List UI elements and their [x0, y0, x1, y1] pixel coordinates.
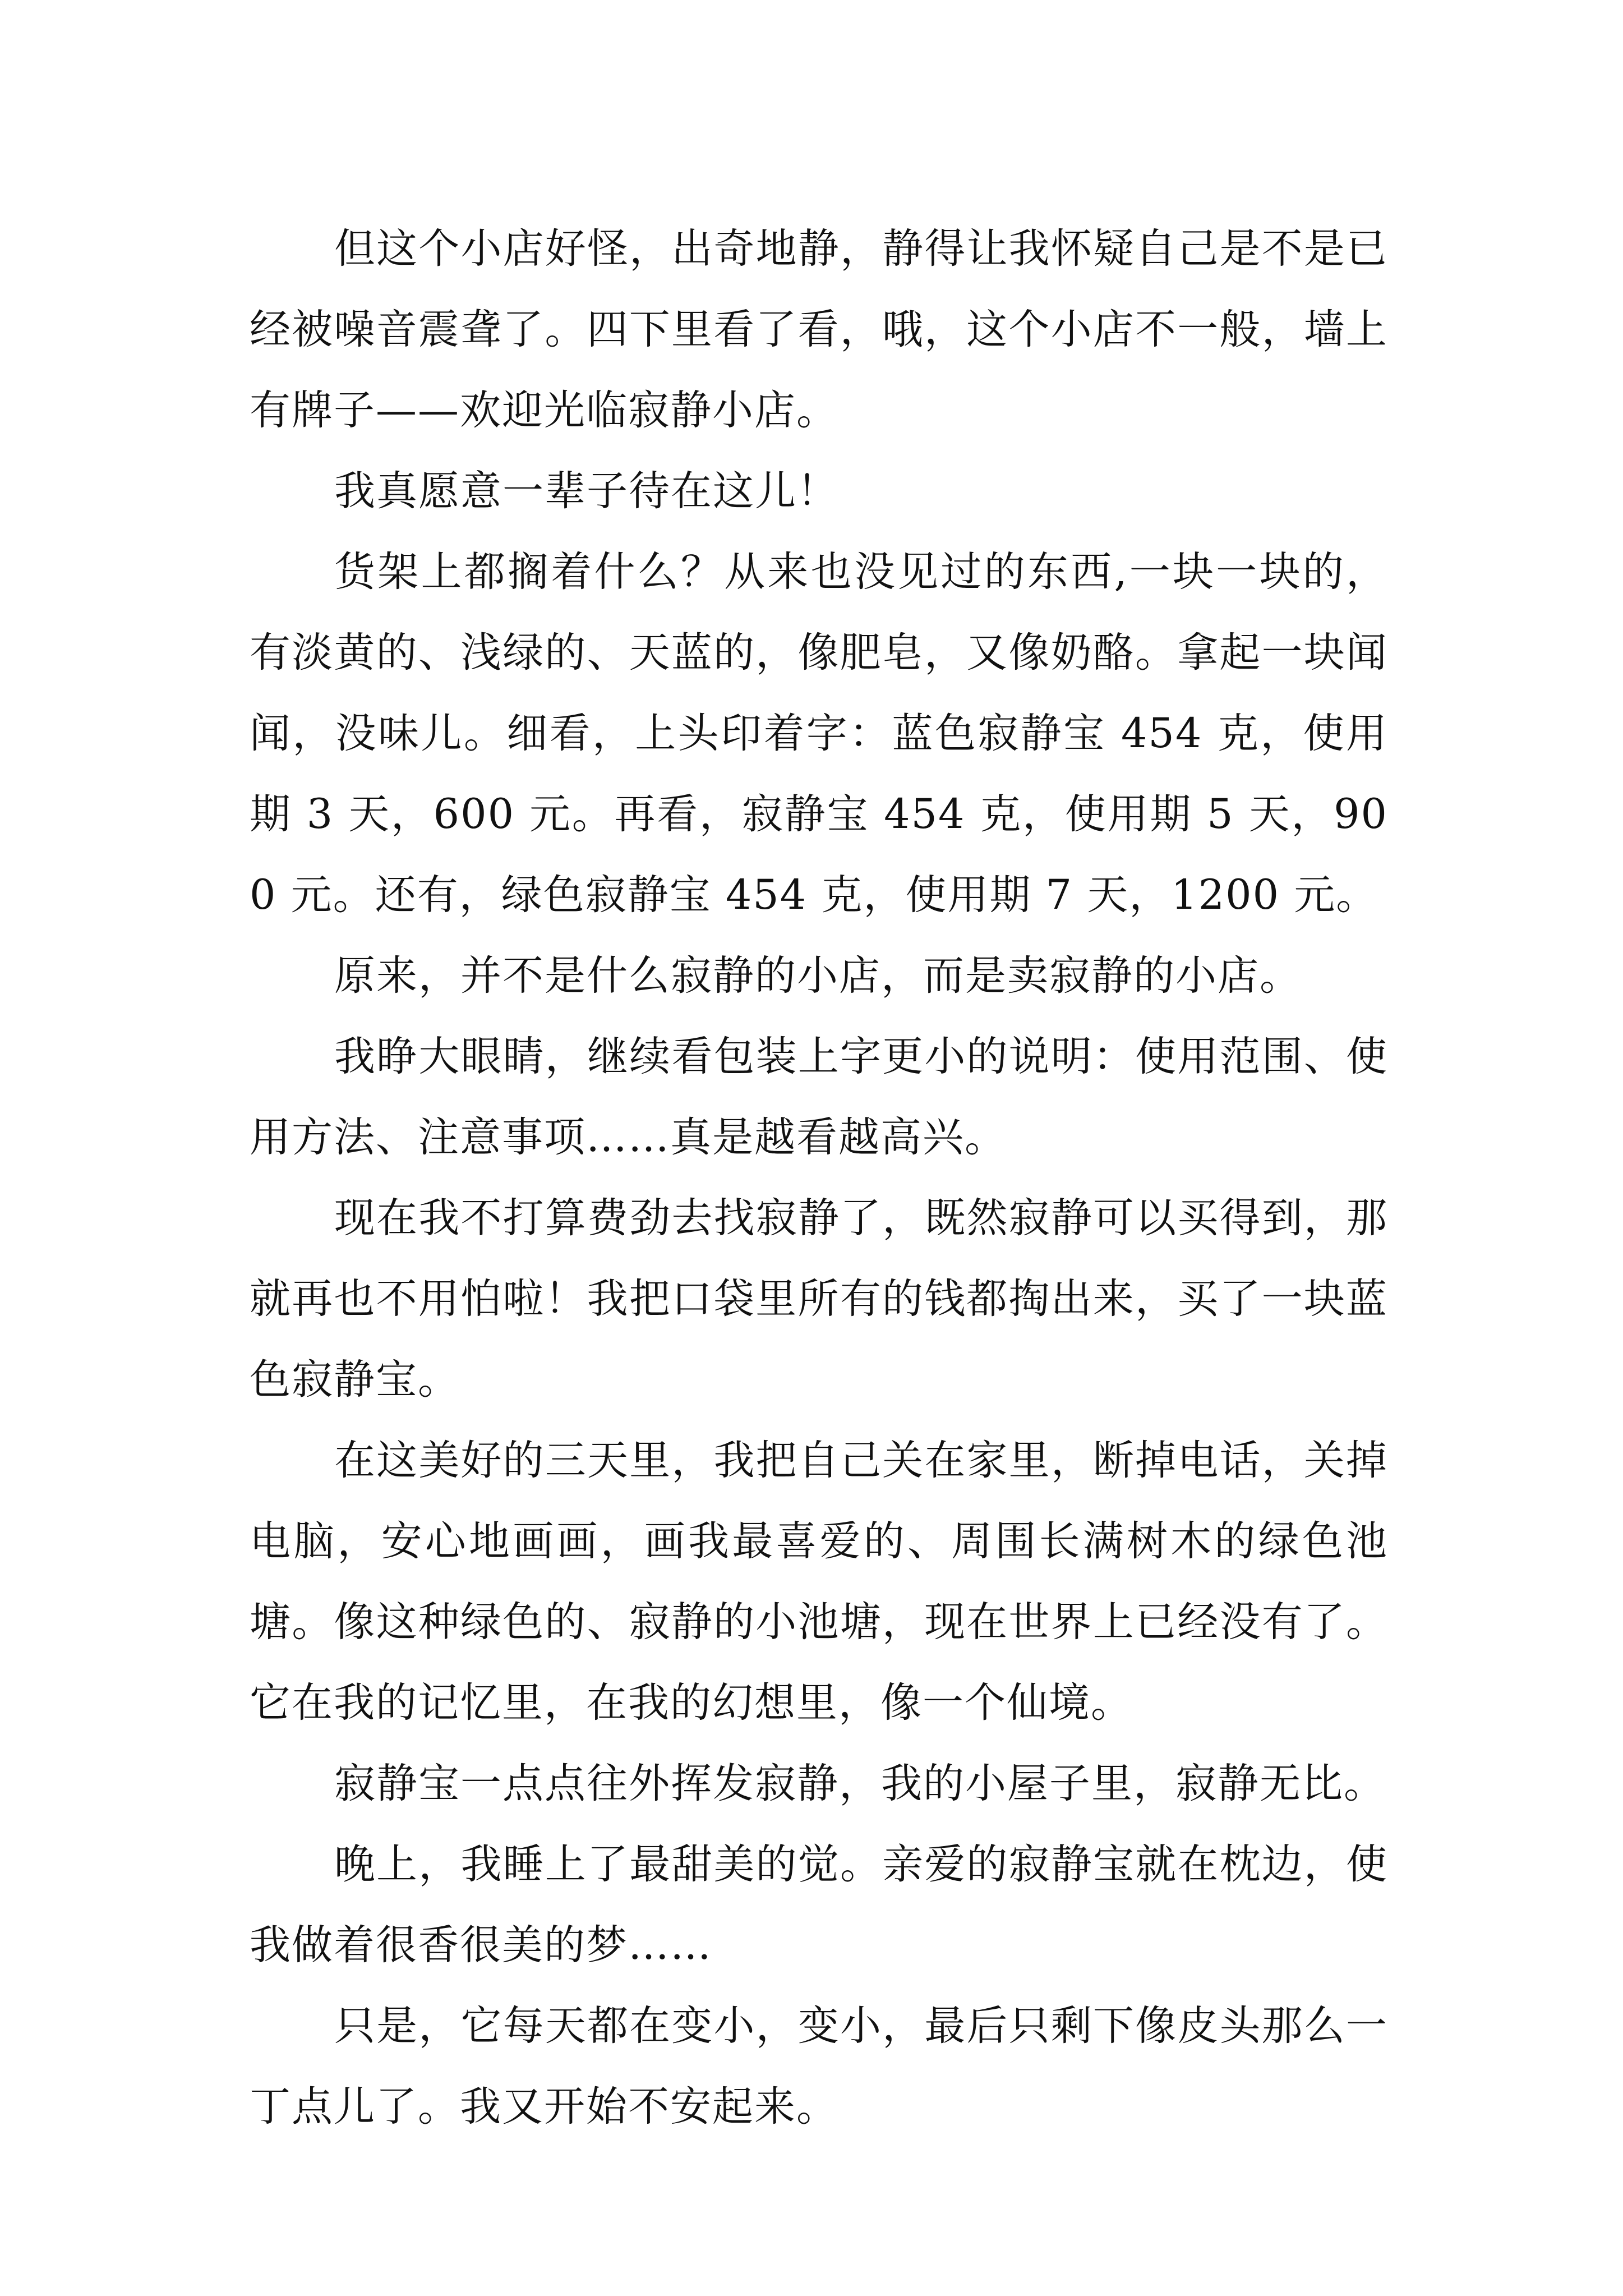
paragraph: 现在我不打算费劲去找寂静了，既然寂静可以买得到，那就再也不用怕啦！我把口袋里所有的钱都掏出来，买了一块蓝色寂静宝。 — [250, 1194, 1388, 1404]
paragraph: 但这个小店好怪，出奇地静，静得让我怀疑自己是不是已经被噪音震聋了。四下里看了看，哦，这个小店不一般，墙上有牌子——欢迎光临寂静小店。 — [250, 225, 1388, 434]
paragraph: 我真愿意一辈子待在这儿！ — [334, 467, 839, 515]
paragraph: 在这美好的三天里，我把自己关在家里，断掉电话，关掉电脑，安心地画画，画我最喜爱的、周围长满树木的绿色池塘。像这种绿色的、寂静的小池塘，现在世界上已经没有了。它在我的记忆里，在我的幻想里，像一个仙境。 — [250, 1437, 1388, 1727]
paragraph: 货架上都搁着什么？从来也没见过的东西,一块一块的，有淡黄的、浅绿的、天蓝的，像肥皂，又像奶酪。拿起一块闻闻，没味儿。细看，上头印着字：蓝色寂静宝 454 克，使用期 3 天，600 元。再看，寂静宝 454 克，使用期 5 天，900 元。还有，绿色寂静宝 454 克，使用期 7 天，1200 元。 — [250, 548, 1388, 919]
paragraph: 晚上，我睡上了最甜美的觉。亲爱的寂静宝就在枕边，使我做着很香很美的梦…… — [250, 1841, 1388, 1969]
paragraph: 原来，并不是什么寂静的小店，而是卖寂静的小店。 — [334, 952, 1302, 1000]
document-body — [250, 209, 1388, 2147]
paragraph: 我睁大眼睛，继续看包装上字更小的说明：使用范围、使用方法、注意事项……真是越看越高兴。 — [250, 1033, 1388, 1161]
paragraph: 寂静宝一点点往外挥发寂静，我的小屋子里，寂静无比。 — [334, 1760, 1386, 1807]
paragraph: 只是，它每天都在变小，变小，最后只剩下像皮头那么一丁点儿了。我又开始不安起来。 — [250, 2002, 1388, 2131]
